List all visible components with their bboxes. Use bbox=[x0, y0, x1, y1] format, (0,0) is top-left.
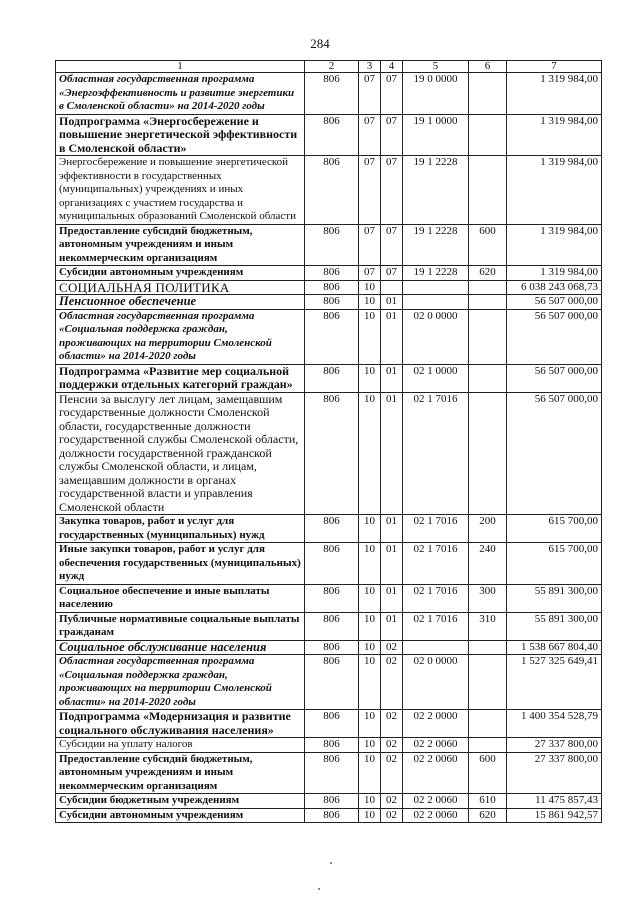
row-name: Областная государственная программа «Социальная поддержка граждан, проживающих на территории Смоленской области» на 2014-2020 годы bbox=[56, 309, 305, 364]
cell-expense-type: 610 bbox=[469, 794, 507, 809]
row-name: Субсидии автономным учреждениям bbox=[56, 808, 305, 823]
cell-section: 10 bbox=[359, 295, 381, 310]
cell-amount: 27 337 800,00 bbox=[507, 752, 602, 794]
table-row bbox=[56, 295, 602, 310]
cell-section: 10 bbox=[359, 752, 381, 794]
cell-ministry-code: 806 bbox=[305, 543, 359, 585]
cell-expense-type: 620 bbox=[469, 266, 507, 281]
cell-expense-type bbox=[469, 280, 507, 295]
cell-ministry-code: 806 bbox=[305, 73, 359, 115]
cell-section: 07 bbox=[359, 224, 381, 266]
cell-expense-type: 240 bbox=[469, 543, 507, 585]
cell-ministry-code: 806 bbox=[305, 224, 359, 266]
row-name: Пенсионное обеспечение bbox=[56, 295, 305, 310]
cell-subsection: 01 bbox=[381, 364, 403, 392]
cell-expense-type: 200 bbox=[469, 515, 507, 543]
column-header-4: 4 bbox=[381, 61, 403, 73]
table-row bbox=[56, 266, 602, 281]
cell-ministry-code: 806 bbox=[305, 752, 359, 794]
cell-section: 07 bbox=[359, 114, 381, 156]
table-row bbox=[56, 738, 602, 753]
cell-section: 07 bbox=[359, 266, 381, 281]
cell-amount: 56 507 000,00 bbox=[507, 295, 602, 310]
cell-target-article: 02 2 0000 bbox=[403, 710, 469, 738]
row-name: Субсидии на уплату налогов bbox=[56, 738, 305, 753]
cell-amount: 56 507 000,00 bbox=[507, 392, 602, 515]
cell-subsection: 02 bbox=[381, 640, 403, 655]
cell-expense-type bbox=[469, 364, 507, 392]
cell-ministry-code: 806 bbox=[305, 710, 359, 738]
table-body bbox=[56, 73, 602, 823]
cell-amount: 1 319 984,00 bbox=[507, 156, 602, 225]
row-name: Подпрограмма «Модернизация и развитие социального обслуживания населения» bbox=[56, 710, 305, 738]
cell-expense-type: 300 bbox=[469, 584, 507, 612]
cell-expense-type bbox=[469, 73, 507, 115]
cell-subsection: 07 bbox=[381, 156, 403, 225]
cell-subsection: 02 bbox=[381, 655, 403, 710]
column-header-2: 2 bbox=[305, 61, 359, 73]
cell-expense-type: 600 bbox=[469, 224, 507, 266]
cell-target-article bbox=[403, 640, 469, 655]
table-row bbox=[56, 543, 602, 585]
cell-ministry-code: 806 bbox=[305, 808, 359, 823]
cell-expense-type: 310 bbox=[469, 612, 507, 640]
cell-section: 10 bbox=[359, 794, 381, 809]
row-name: Субсидии бюджетным учреждениям bbox=[56, 794, 305, 809]
cell-subsection: 01 bbox=[381, 515, 403, 543]
row-name: СОЦИАЛЬНАЯ ПОЛИТИКА bbox=[56, 280, 305, 295]
cell-section: 10 bbox=[359, 612, 381, 640]
cell-amount: 15 861 942,57 bbox=[507, 808, 602, 823]
cell-section: 07 bbox=[359, 156, 381, 225]
cell-amount: 27 337 800,00 bbox=[507, 738, 602, 753]
column-header-6: 6 bbox=[469, 61, 507, 73]
scan-speck bbox=[330, 862, 332, 864]
cell-amount: 1 400 354 528,79 bbox=[507, 710, 602, 738]
page-number: 284 bbox=[310, 36, 330, 51]
cell-target-article: 02 2 0060 bbox=[403, 738, 469, 753]
table-row bbox=[56, 612, 602, 640]
cell-target-article: 19 0 0000 bbox=[403, 73, 469, 115]
cell-target-article: 02 0 0000 bbox=[403, 309, 469, 364]
cell-expense-type bbox=[469, 156, 507, 225]
table-row bbox=[56, 364, 602, 392]
budget-table bbox=[55, 60, 602, 823]
cell-ministry-code: 806 bbox=[305, 266, 359, 281]
cell-section: 10 bbox=[359, 543, 381, 585]
cell-subsection: 01 bbox=[381, 543, 403, 585]
cell-subsection: 07 bbox=[381, 73, 403, 115]
cell-subsection: 01 bbox=[381, 309, 403, 364]
cell-amount: 1 319 984,00 bbox=[507, 114, 602, 156]
table-row bbox=[56, 114, 602, 156]
cell-target-article: 02 2 0060 bbox=[403, 752, 469, 794]
column-header-5: 5 bbox=[403, 61, 469, 73]
cell-target-article: 02 1 7016 bbox=[403, 584, 469, 612]
table-row bbox=[56, 73, 602, 115]
cell-section: 10 bbox=[359, 392, 381, 515]
cell-subsection: 01 bbox=[381, 584, 403, 612]
cell-section: 10 bbox=[359, 640, 381, 655]
cell-section: 10 bbox=[359, 280, 381, 295]
cell-ministry-code: 806 bbox=[305, 612, 359, 640]
cell-amount: 615 700,00 bbox=[507, 543, 602, 585]
cell-ministry-code: 806 bbox=[305, 309, 359, 364]
cell-ministry-code: 806 bbox=[305, 392, 359, 515]
row-name: Субсидии автономным учреждениям bbox=[56, 266, 305, 281]
row-name: Подпрограмма «Развитие мер социальной поддержки отдельных категорий граждан» bbox=[56, 364, 305, 392]
table-row bbox=[56, 309, 602, 364]
cell-expense-type bbox=[469, 295, 507, 310]
cell-expense-type: 600 bbox=[469, 752, 507, 794]
cell-subsection: 02 bbox=[381, 710, 403, 738]
row-name: Областная государственная программа «Энергоэффективность и развитие энергетики в Смоленской области» на 2014-2020 годы bbox=[56, 73, 305, 115]
cell-target-article: 02 1 7016 bbox=[403, 515, 469, 543]
cell-expense-type bbox=[469, 114, 507, 156]
column-header-7: 7 bbox=[507, 61, 602, 73]
cell-section: 10 bbox=[359, 364, 381, 392]
cell-amount: 6 038 243 068,73 bbox=[507, 280, 602, 295]
cell-section: 10 bbox=[359, 515, 381, 543]
cell-target-article: 02 1 7016 bbox=[403, 612, 469, 640]
cell-expense-type bbox=[469, 655, 507, 710]
header-row bbox=[56, 61, 602, 73]
cell-subsection: 01 bbox=[381, 295, 403, 310]
cell-section: 10 bbox=[359, 309, 381, 364]
cell-subsection: 07 bbox=[381, 266, 403, 281]
table-row bbox=[56, 640, 602, 655]
cell-ministry-code: 806 bbox=[305, 295, 359, 310]
cell-amount: 55 891 300,00 bbox=[507, 612, 602, 640]
cell-amount: 1 319 984,00 bbox=[507, 266, 602, 281]
row-name: Энергосбережение и повышение энергетической эффективности в государственных (муниципальных) учреждениях и иных организациях с участием государства и муниципальных образований Смоленской области bbox=[56, 156, 305, 225]
scan-speck bbox=[318, 888, 320, 890]
cell-target-article: 19 1 2228 bbox=[403, 266, 469, 281]
table-row bbox=[56, 584, 602, 612]
cell-ministry-code: 806 bbox=[305, 156, 359, 225]
cell-amount: 615 700,00 bbox=[507, 515, 602, 543]
row-name: Социальное обслуживание населения bbox=[56, 640, 305, 655]
cell-ministry-code: 806 bbox=[305, 280, 359, 295]
cell-section: 10 bbox=[359, 710, 381, 738]
cell-amount: 11 475 857,43 bbox=[507, 794, 602, 809]
row-name: Пенсии за выслугу лет лицам, замещавшим государственные должности Смоленской области, государственные должности государственной службы Смоленской области, должности государственной гражданской службы Смоленской области, и лицам, замещавшим должности в органах государственной власти и управления Смоленской области bbox=[56, 392, 305, 515]
cell-target-article: 02 1 7016 bbox=[403, 392, 469, 515]
column-header-1: 1 bbox=[56, 61, 305, 73]
row-name: Областная государственная программа «Социальная поддержка граждан, проживающих на территории Смоленской области» на 2014-2020 годы bbox=[56, 655, 305, 710]
cell-section: 10 bbox=[359, 808, 381, 823]
cell-amount: 55 891 300,00 bbox=[507, 584, 602, 612]
cell-section: 07 bbox=[359, 73, 381, 115]
table-row bbox=[56, 752, 602, 794]
cell-expense-type bbox=[469, 392, 507, 515]
cell-ministry-code: 806 bbox=[305, 794, 359, 809]
cell-expense-type bbox=[469, 710, 507, 738]
cell-ministry-code: 806 bbox=[305, 655, 359, 710]
cell-expense-type bbox=[469, 309, 507, 364]
row-name: Предоставление субсидий бюджетным, автономным учреждениям и иным некоммерческим организациям bbox=[56, 224, 305, 266]
cell-target-article: 19 1 2228 bbox=[403, 224, 469, 266]
row-name: Иные закупки товаров, работ и услуг для обеспечения государственных (муниципальных) нужд bbox=[56, 543, 305, 585]
cell-ministry-code: 806 bbox=[305, 515, 359, 543]
cell-ministry-code: 806 bbox=[305, 738, 359, 753]
cell-target-article: 02 1 7016 bbox=[403, 543, 469, 585]
row-name: Подпрограмма «Энергосбережение и повышение энергетической эффективности в Смоленской области» bbox=[56, 114, 305, 156]
table-row bbox=[56, 710, 602, 738]
cell-amount: 1 319 984,00 bbox=[507, 73, 602, 115]
cell-section: 10 bbox=[359, 655, 381, 710]
table-row bbox=[56, 224, 602, 266]
cell-target-article: 02 0 0000 bbox=[403, 655, 469, 710]
cell-section: 10 bbox=[359, 584, 381, 612]
cell-subsection: 07 bbox=[381, 114, 403, 156]
row-name: Публичные нормативные социальные выплаты гражданам bbox=[56, 612, 305, 640]
cell-amount: 1 319 984,00 bbox=[507, 224, 602, 266]
cell-amount: 1 527 325 649,41 bbox=[507, 655, 602, 710]
column-header-3: 3 bbox=[359, 61, 381, 73]
cell-amount: 56 507 000,00 bbox=[507, 364, 602, 392]
cell-subsection: 01 bbox=[381, 392, 403, 515]
cell-target-article bbox=[403, 280, 469, 295]
cell-subsection: 02 bbox=[381, 752, 403, 794]
table-row bbox=[56, 156, 602, 225]
cell-expense-type bbox=[469, 640, 507, 655]
cell-ministry-code: 806 bbox=[305, 584, 359, 612]
cell-expense-type: 620 bbox=[469, 808, 507, 823]
cell-ministry-code: 806 bbox=[305, 114, 359, 156]
cell-target-article: 19 1 0000 bbox=[403, 114, 469, 156]
cell-target-article: 02 2 0060 bbox=[403, 794, 469, 809]
cell-target-article: 19 1 2228 bbox=[403, 156, 469, 225]
cell-section: 10 bbox=[359, 738, 381, 753]
cell-subsection: 02 bbox=[381, 808, 403, 823]
cell-target-article: 02 2 0060 bbox=[403, 808, 469, 823]
cell-target-article: 02 1 0000 bbox=[403, 364, 469, 392]
table-row bbox=[56, 392, 602, 515]
row-name: Закупка товаров, работ и услуг для государственных (муниципальных) нужд bbox=[56, 515, 305, 543]
cell-subsection bbox=[381, 280, 403, 295]
table-row bbox=[56, 794, 602, 809]
table-row bbox=[56, 655, 602, 710]
table-row bbox=[56, 515, 602, 543]
cell-subsection: 02 bbox=[381, 738, 403, 753]
cell-ministry-code: 806 bbox=[305, 364, 359, 392]
cell-expense-type bbox=[469, 738, 507, 753]
row-name: Предоставление субсидий бюджетным, автономным учреждениям и иным некоммерческим организациям bbox=[56, 752, 305, 794]
cell-subsection: 01 bbox=[381, 612, 403, 640]
table-row bbox=[56, 280, 602, 295]
cell-ministry-code: 806 bbox=[305, 640, 359, 655]
cell-amount: 1 538 667 804,40 bbox=[507, 640, 602, 655]
cell-amount: 56 507 000,00 bbox=[507, 309, 602, 364]
cell-subsection: 07 bbox=[381, 224, 403, 266]
cell-target-article bbox=[403, 295, 469, 310]
table-row bbox=[56, 808, 602, 823]
row-name: Социальное обеспечение и иные выплаты населению bbox=[56, 584, 305, 612]
cell-subsection: 02 bbox=[381, 794, 403, 809]
